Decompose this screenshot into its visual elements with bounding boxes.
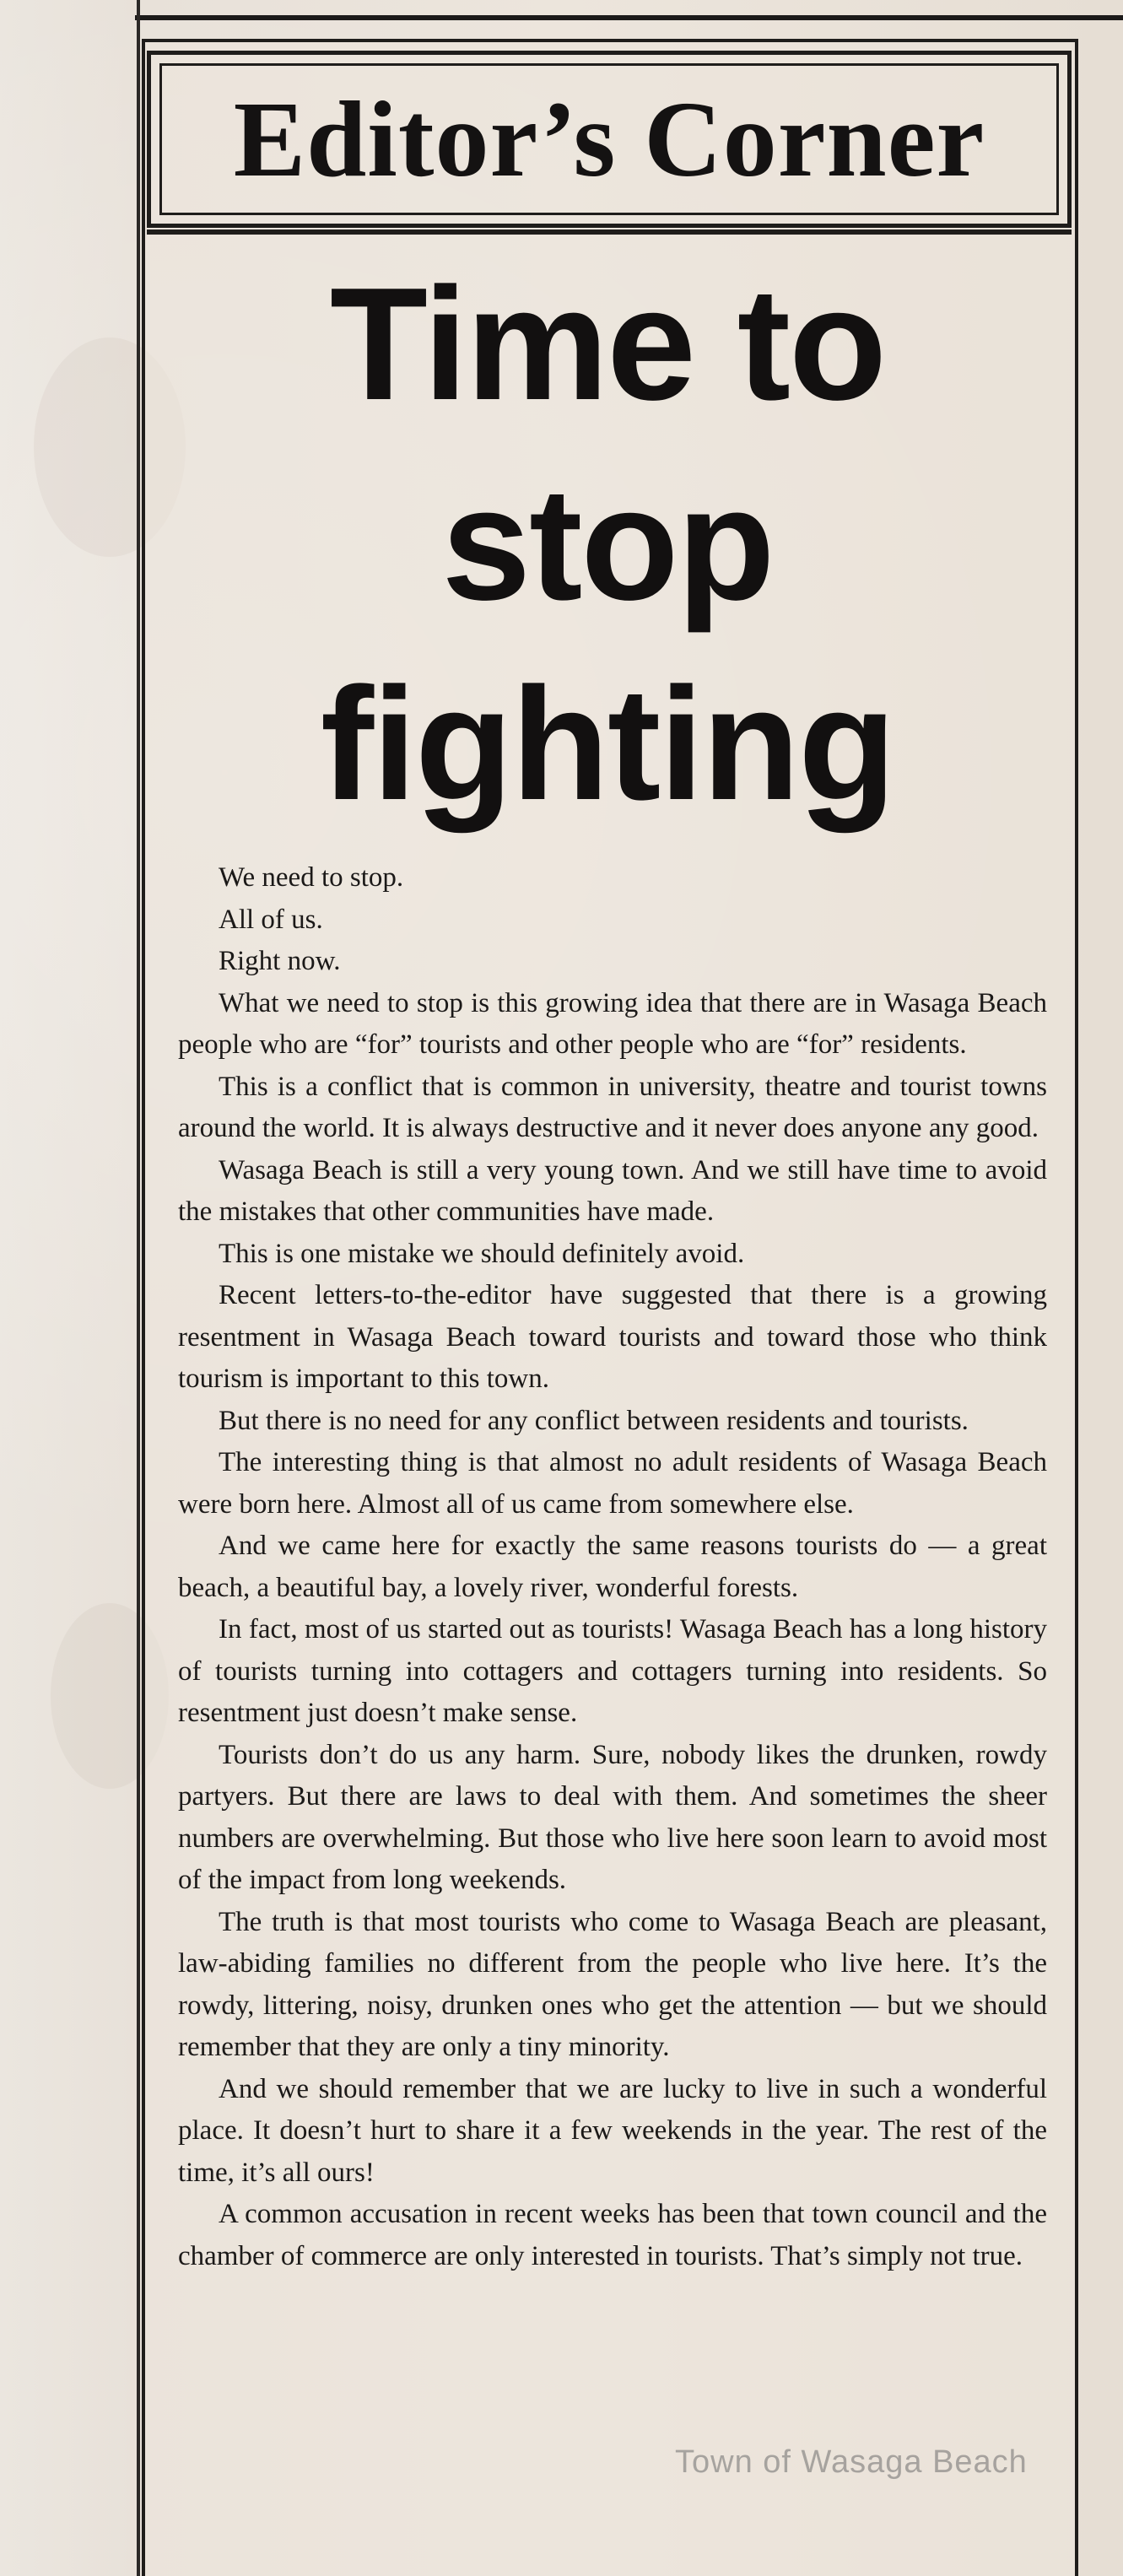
article-paragraph: A common accusation in recent weeks has been that town council and the chamber of commerce are only interested in tourists. That’s simply not true. (178, 2199, 1047, 2271)
article-paragraph: We need to stop. (219, 862, 404, 893)
article-paragraph: Wasaga Beach is still a very young town. And we still have time to avoid the mistakes that other communities have made. (178, 1154, 1047, 1227)
article-paragraph: This is one mistake we should definitely avoid. (219, 1238, 745, 1269)
article-body (178, 857, 1047, 2277)
left-column-rule (137, 0, 140, 2576)
article-paragraph: Recent letters-to-the-editor have suggested that there is a growing resentment in Wasaga Beach toward tourists and toward those who think tourism is important to this town. (178, 1280, 1047, 1394)
article-paragraph: In fact, most of us started out as tourists! Wasaga Beach has a long history of tourists turning into cottagers and cottagers turning into residents. So resentment just doesn’t make sense. (178, 1614, 1047, 1728)
article-paragraph: All of us. (219, 904, 323, 935)
article-paragraph: The truth is that most tourists who come to Wasaga Beach are pleasant, law-abiding families no different from the people who live here. It’s the rowdy, littering, noisy, drunken ones who get the attention — but we should remember that they are only a tiny minority. (178, 1906, 1047, 2062)
section-masthead (147, 51, 1072, 228)
article-paragraph: This is a conflict that is common in university, theatre and tourist towns around the world. It is always destructive and it never does anyone any good. (178, 1071, 1047, 1143)
section-title: Editor’s Corner (233, 79, 985, 199)
article-paragraph: The interesting thing is that almost no adult residents of Wasaga Beach were born here. Almost all of us came from somewhere else. (178, 1447, 1047, 1520)
headline (152, 245, 1063, 845)
headline-line: stop (441, 455, 774, 634)
article-paragraph: But there is no need for any conflict between residents and tourists. (219, 1405, 969, 1436)
masthead-inner-frame (159, 63, 1059, 215)
headline-line: fighting (320, 655, 895, 834)
article-paragraph: Right now. (219, 946, 341, 976)
article-paragraph: What we need to stop is this growing idea that there are in Wasaga Beach people who are “for” tourists and other people who are “for” residents. (178, 987, 1047, 1060)
masthead-rule (147, 230, 1072, 235)
article-paragraph: Tourists don’t do us any harm. Sure, nobody likes the drunken, rowdy partyers. But there are laws to deal with them. And sometimes the sheer numbers are overwhelming. But those who live here soon learn to avoid most of the impact from long weekends. (178, 1739, 1047, 1895)
article-paragraph: And we came here for exactly the same reasons tourists do — a great beach, a beautiful bay, a lovely river, wonderful forests. (178, 1531, 1047, 1603)
article-paragraph: And we should remember that we are lucky to live in such a wonderful place. It doesn’t hurt to share it a few weekends in the year. The rest of the time, it’s all ours! (178, 2073, 1047, 2188)
watermark-text: Town of Wasaga Beach (675, 2444, 1028, 2480)
top-border-rule (135, 0, 1123, 20)
headline-line: Time to (329, 255, 886, 434)
